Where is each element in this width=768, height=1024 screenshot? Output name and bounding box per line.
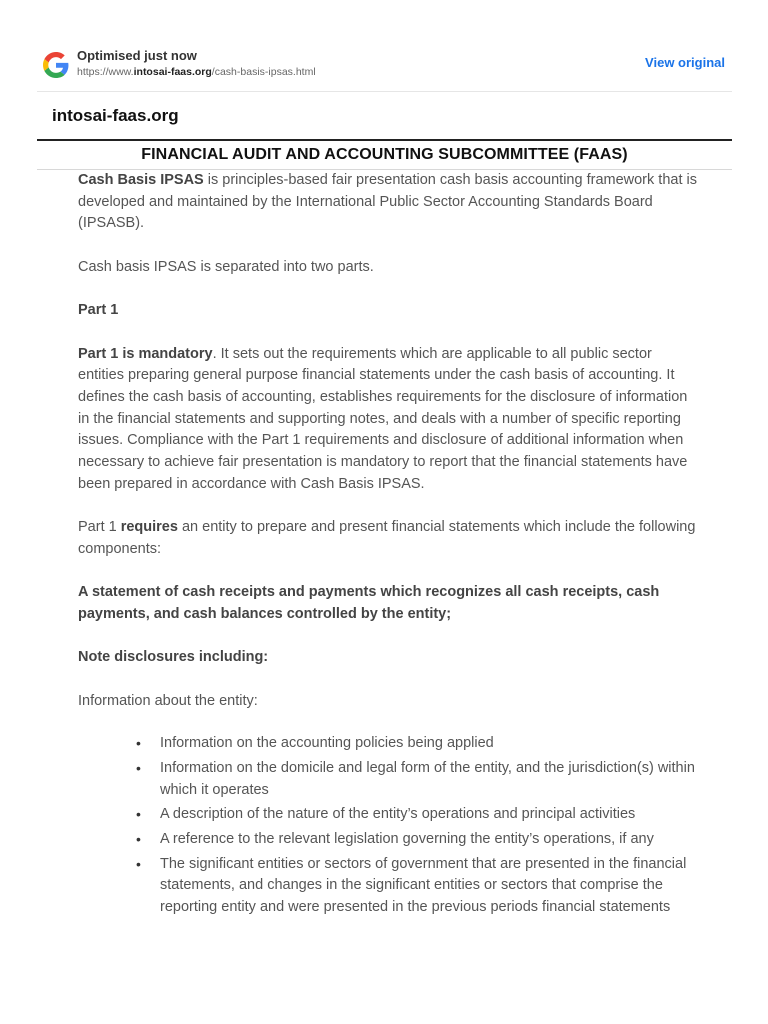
list-item: • Information on the domicile and legal form of the entity, and the jurisdiction(s) within which it operates — [136, 758, 698, 801]
parts-paragraph: Cash basis IPSAS is separated into two parts. — [78, 258, 374, 275]
view-original-link[interactable]: View original — [645, 55, 725, 70]
part1-mandatory-text: . It sets out the requirements which are applicable to all public sector entities preparing general purpose financial statements under the cash basis of accounting. It defines the cash basis of accounting, establishes requirements for the disclosure of information in the financial statements and supporting notes, and deals with a number of specific reporting issues. Compliance with the Part 1 requirements and disclosure of additional information when necessary to achieve fair presentation is mandatory to report that the financial statements have been prepared in accordance with Cash Basis IPSAS. — [78, 345, 688, 492]
list-item: • A reference to the relevant legislation governing the entity’s operations, if any — [136, 829, 698, 851]
intro-bold: Cash Basis IPSAS — [78, 172, 204, 188]
statement-paragraph: A statement of cash receipts and payments which recognizes all cash receipts, cash payments, and cash balances controlled by the entity; — [78, 584, 660, 622]
note-disclosures-heading: Note disclosures including: — [78, 649, 269, 666]
site-name[interactable]: intosai-faas.org — [52, 106, 179, 125]
url-path: /cash-basis-ipsas.html — [211, 66, 316, 78]
intro-paragraph — [78, 170, 698, 235]
entity-info-paragraph: Information about the entity: — [78, 692, 258, 709]
part1-mandatory-paragraph — [78, 344, 698, 496]
list-item: • The significant entities or sectors of government that are presented in the financial statements, and changes in the significant entities or sectors that comprise the reporting entity and were presented in the previous periods financial statements — [136, 854, 698, 919]
url-domain: intosai-faas.org — [133, 66, 212, 78]
article-body — [78, 170, 698, 922]
page-title: FINANCIAL AUDIT AND ACCOUNTING SUBCOMMITTEE (FAAS) — [141, 146, 628, 163]
page-url — [77, 66, 316, 78]
optimised-status: Optimised just now — [77, 48, 197, 63]
header-divider — [37, 91, 732, 92]
list-item: • A description of the nature of the entity’s operations and principal activities — [136, 804, 698, 826]
intro-text: is principles-based fair presentation cash basis accounting framework that is developed and maintained by the International Public Sector Accounting Standards Board (IPSASB). — [78, 172, 697, 232]
part1-heading: Part 1 — [78, 302, 119, 319]
requires-bold: requires — [120, 519, 178, 536]
list-item: • Information on the accounting policies being applied — [136, 733, 698, 755]
google-g-icon — [43, 52, 69, 78]
part1-mandatory-bold: Part 1 is mandatory — [78, 345, 213, 362]
requires-paragraph: Part 1 requires an entity to prepare and present financial statements which include the following components: — [78, 519, 696, 557]
entity-info-list — [136, 733, 698, 919]
amp-viewer-header — [0, 0, 768, 92]
site-divider — [37, 139, 732, 141]
url-prefix: https://www. — [77, 66, 134, 78]
